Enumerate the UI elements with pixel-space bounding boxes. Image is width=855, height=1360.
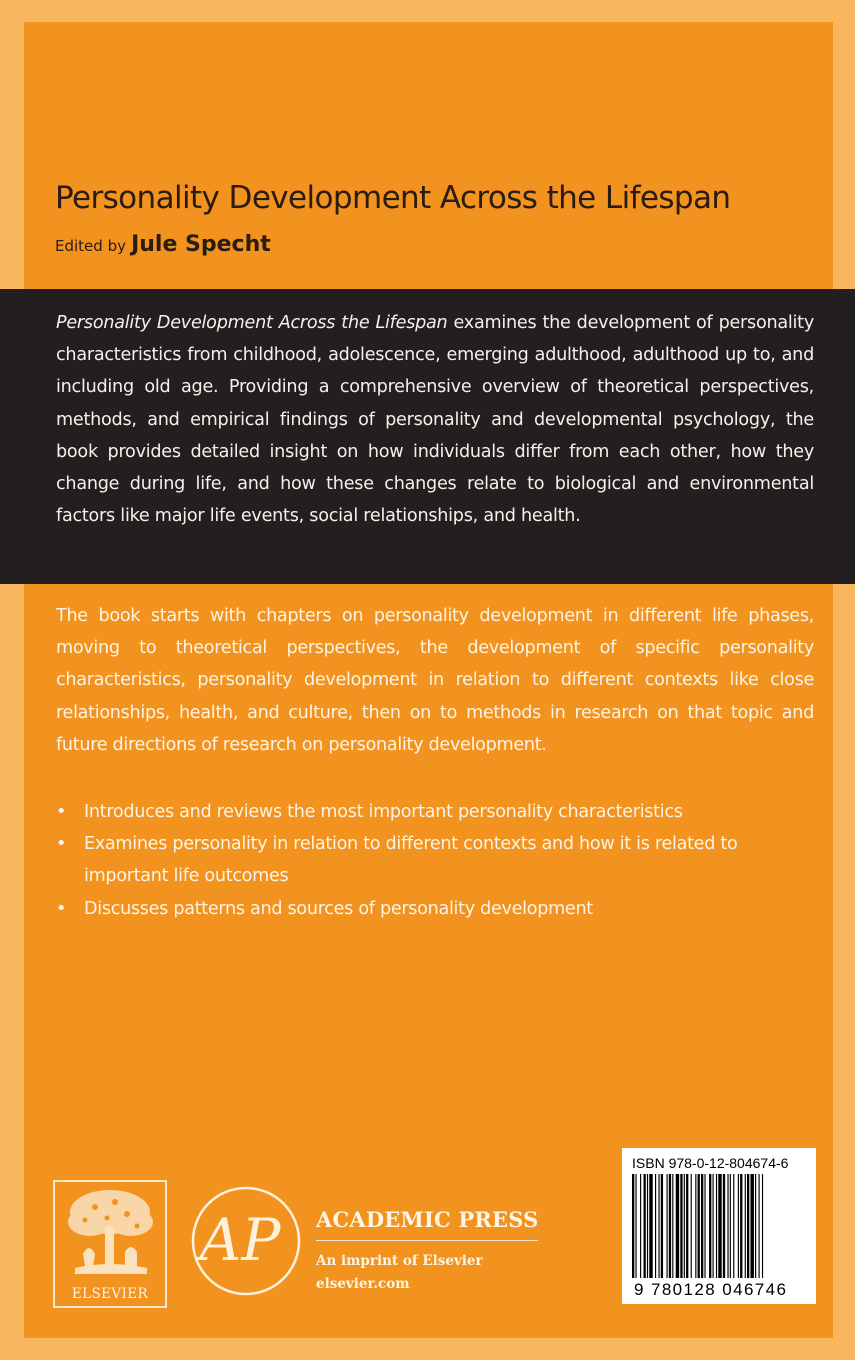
publisher-name: ACADEMIC PRESS <box>316 1207 539 1232</box>
elsevier-wordmark: ELSEVIER <box>71 1286 149 1302</box>
overview-paragraph: The book starts with chapters on personality development in different life phases, moving to theoretical perspectives, the development of specific personality characteristics, personality development in relation to different contexts like close relationships, health, and culture, then on to methods in research on that topic and future directions of research on personality development. <box>56 606 814 755</box>
feature-text: Introduces and reviews the most important personality characteristics <box>84 802 683 822</box>
publisher-url: elsevier.com <box>316 1276 410 1292</box>
bullet-icon: • <box>56 898 67 919</box>
description-title-italic: Personality Development Across the Lifespan <box>56 313 448 333</box>
editor-line <box>55 232 271 257</box>
description-body: examines the development of personality characteristics from childhood, adolescence, emerging adulthood, adulthood up to, and including old age. Providing a comprehensive overview of theoretical perspectives, methods, and empirical findings of personality and developmental psychology, the book provides detailed insight on how individuals differ from each other, how they change during life, and how these changes relate to biological and environmental factors like major life events, social relationships, and health. <box>56 313 814 527</box>
publisher-divider <box>316 1240 538 1241</box>
publisher-imprint: An imprint of Elsevier <box>316 1253 483 1269</box>
edited-by-label: Edited by <box>55 237 126 255</box>
editor-name: Jule Specht <box>131 232 271 257</box>
barcode-panel <box>622 1148 816 1304</box>
feature-list <box>56 796 816 925</box>
bullet-icon: • <box>56 802 67 822</box>
book-title: Personality Development Across the Lifespan <box>55 180 731 216</box>
ap-monogram: AP <box>199 1206 281 1274</box>
feature-text: Discusses patterns and sources of personality development <box>84 898 593 919</box>
feature-list-item <box>56 893 816 925</box>
isbn-label: ISBN 978-0-12-804674-6 <box>632 1155 789 1171</box>
feature-list-item <box>56 796 816 828</box>
academic-press-logo-icon <box>190 1185 302 1297</box>
elsevier-logo <box>53 1180 167 1308</box>
barcode-digits: 9 780128 046746 <box>634 1280 788 1299</box>
barcode-icon <box>630 1174 808 1286</box>
elsevier-tree-icon <box>55 1182 165 1282</box>
bullet-icon: • <box>56 834 67 855</box>
feature-list-item <box>56 828 816 892</box>
feature-text: Examines personality in relation to different contexts and how it is related to important life outcomes <box>84 834 738 887</box>
description-text <box>56 307 814 532</box>
